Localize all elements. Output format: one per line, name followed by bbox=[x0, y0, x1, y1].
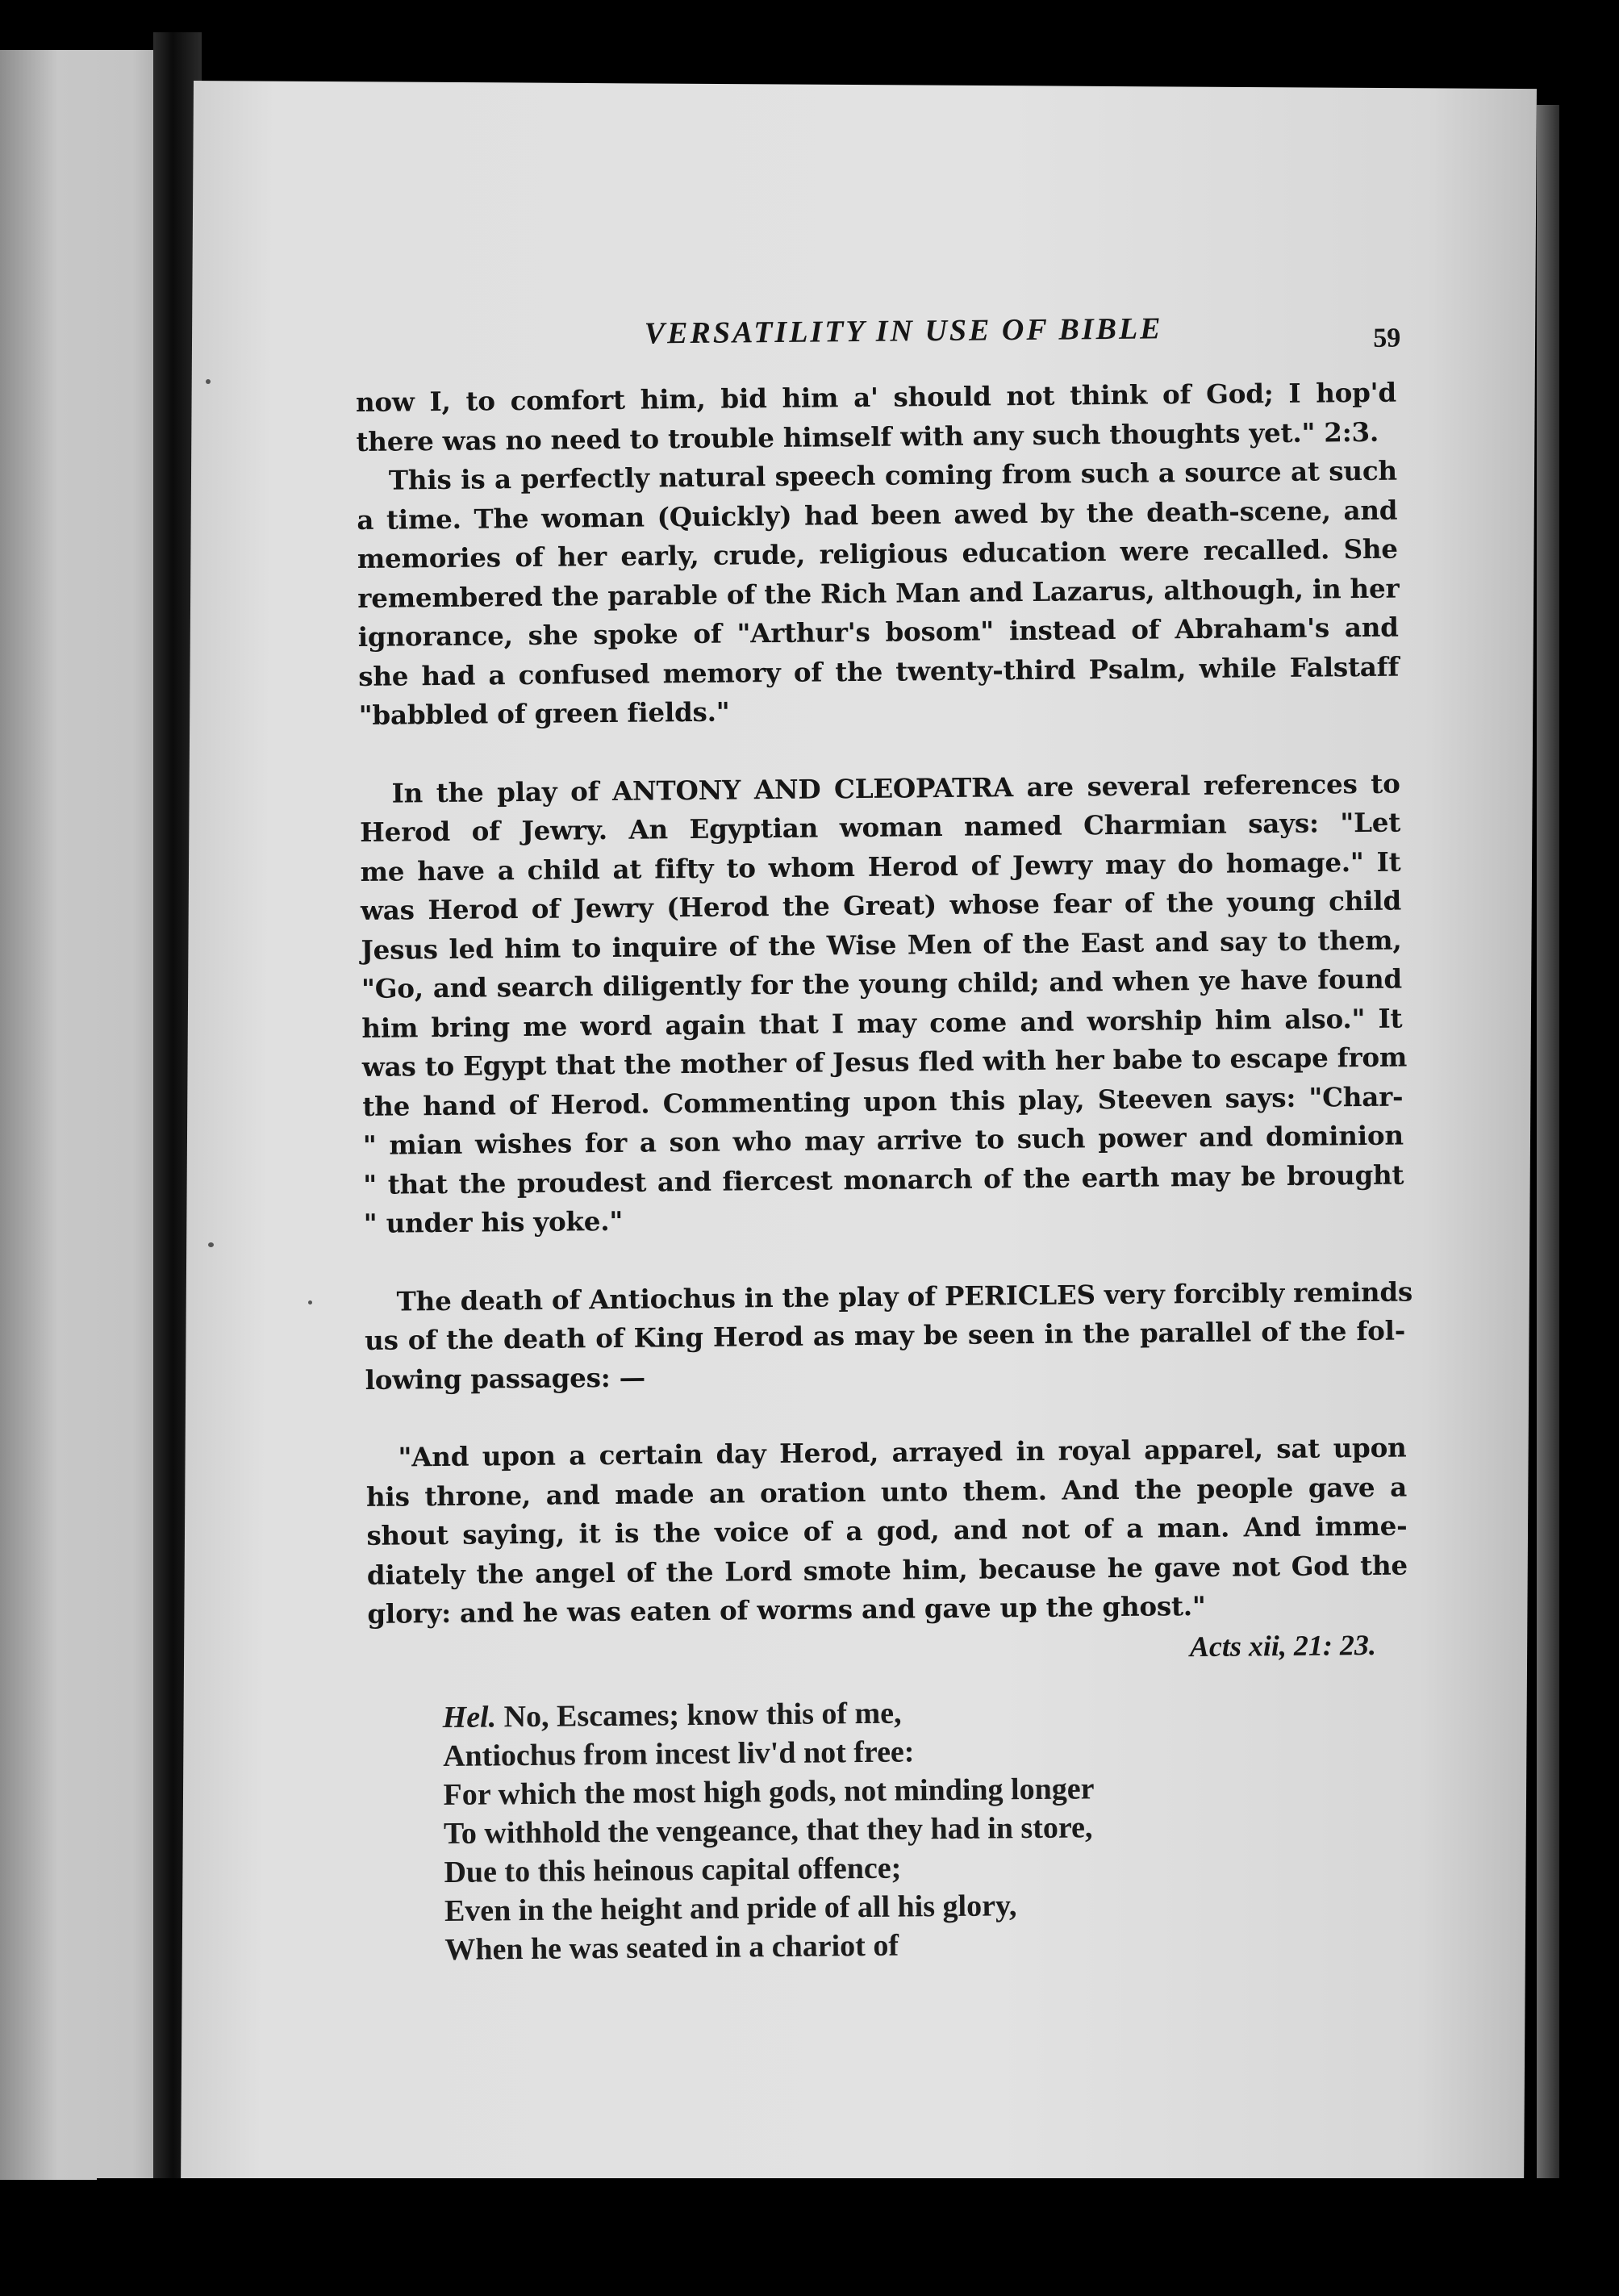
text-line: a time. The woman (Quickly) had been awed by the death-scene, and bbox=[357, 494, 1398, 536]
text-line: memories of her early, crude, religious education were recalled. She bbox=[357, 532, 1398, 574]
running-title: VERSATILITY IN USE OF BIBLE bbox=[644, 311, 1163, 351]
page-number: 59 bbox=[1373, 323, 1401, 353]
text-line: she had a confused memory of the twenty-third Psalm, while Falstaff bbox=[358, 650, 1400, 692]
text-line: me have a child at fifty to whom Herod of Jewry may do homage." It bbox=[360, 845, 1401, 887]
text-line: was to Egypt that the mother of Jesus fled with her babe to escape from bbox=[361, 1041, 1408, 1083]
text-line: This is a perfectly natural speech coming from such a source at such bbox=[388, 454, 1398, 496]
scan-speck bbox=[206, 379, 211, 384]
verse-line-text: No, Escames; know this of me, bbox=[503, 1696, 902, 1734]
text-line: him bring me word again that I may come and worship him also." It bbox=[361, 1002, 1403, 1044]
text-line: there was no need to trouble himself with any such thoughts yet." 2:3. bbox=[356, 415, 1379, 457]
text-line: shout saying, it is the voice of a god, and not of a man. And imme- bbox=[366, 1509, 1408, 1551]
text-line: In the play of ANTONY AND CLEOPATRA are several references to bbox=[391, 767, 1400, 809]
text-line: diately the angel of the Lord smote him, because he gave not God the bbox=[366, 1549, 1408, 1591]
page-text bbox=[355, 309, 1412, 1970]
text-line: the hand of Herod. Commenting upon this play, Steeven says: "Char- bbox=[362, 1080, 1404, 1122]
verse-line: Antiochus from incest liv'd not free: bbox=[442, 1734, 915, 1773]
verse-quotation bbox=[442, 1689, 1411, 1968]
scan-speck bbox=[308, 1300, 312, 1305]
paragraph-1 bbox=[356, 374, 1397, 461]
verse-line: Due to this heinous capital offence; bbox=[444, 1851, 902, 1889]
text-line: " that the proudest and fiercest monarch of the earth may be brought bbox=[363, 1158, 1404, 1200]
text-line: The death of Antiochus in the play of PERICLES very forcibly reminds bbox=[396, 1275, 1413, 1317]
text-line: remembered the parable of the Rich Man and Lazarus, although, in her bbox=[357, 572, 1400, 614]
bottom-shadow bbox=[97, 2178, 1565, 2296]
text-line: "Go, and search diligently for the young child; and when ye have found bbox=[361, 962, 1403, 1004]
text-line: "babbled of green fields." bbox=[358, 695, 730, 731]
text-line: "And upon a certain day Herod, arrayed in royal apparel, sat upon bbox=[398, 1431, 1407, 1473]
scripture-citation: Acts xii, 21: 23. bbox=[1189, 1628, 1377, 1663]
text-line: glory: and he was eaten of worms and gave up the ghost." bbox=[367, 1589, 1206, 1630]
text-line: Herod of Jewry. An Egyptian woman named Charmian says: "Let bbox=[359, 806, 1401, 848]
text-line: now I, to comfort him, bid him a' should not think of God; I hop'd bbox=[355, 376, 1397, 418]
text-line: his throne, and made an oration unto them. And the people gave a bbox=[365, 1471, 1408, 1513]
running-head bbox=[355, 309, 1401, 383]
verse-line: When he was seated in a chariot of bbox=[444, 1928, 899, 1967]
paragraph-2 bbox=[357, 452, 1400, 736]
paragraph-3 bbox=[359, 764, 1408, 1243]
verse-line: For which the most high gods, not minding longer bbox=[443, 1771, 1095, 1812]
text-line: " under his yoke." bbox=[363, 1204, 624, 1239]
text-line: us of the death of King Herod as may be seen in the parallel of the fol- bbox=[364, 1314, 1406, 1356]
text-line: was Herod of Jewry (Herod the Great) whose fear of the young child bbox=[360, 884, 1402, 926]
speaker-name: Hel. bbox=[442, 1699, 497, 1735]
page-fore-edge bbox=[1537, 105, 1559, 2210]
facing-page-edge bbox=[0, 50, 165, 2180]
verse-line: To withhold the vengeance, that they had in store, bbox=[443, 1810, 1093, 1851]
text-line: ignorance, she spoke of "Arthur's bosom" instead of Abraham's and bbox=[357, 611, 1399, 653]
text-line: lowing passages: — bbox=[365, 1361, 646, 1396]
scan-speck bbox=[208, 1242, 214, 1247]
paragraph-4 bbox=[364, 1272, 1413, 1400]
text-line: Jesus led him to inquire of the Wise Men of the East and say to them, bbox=[361, 924, 1402, 966]
bible-quotation bbox=[365, 1429, 1408, 1634]
verse-line: Even in the height and pride of all his glory, bbox=[444, 1888, 1017, 1928]
text-line: " mian wishes for a son who may arrive to such power and dominion bbox=[362, 1119, 1404, 1161]
